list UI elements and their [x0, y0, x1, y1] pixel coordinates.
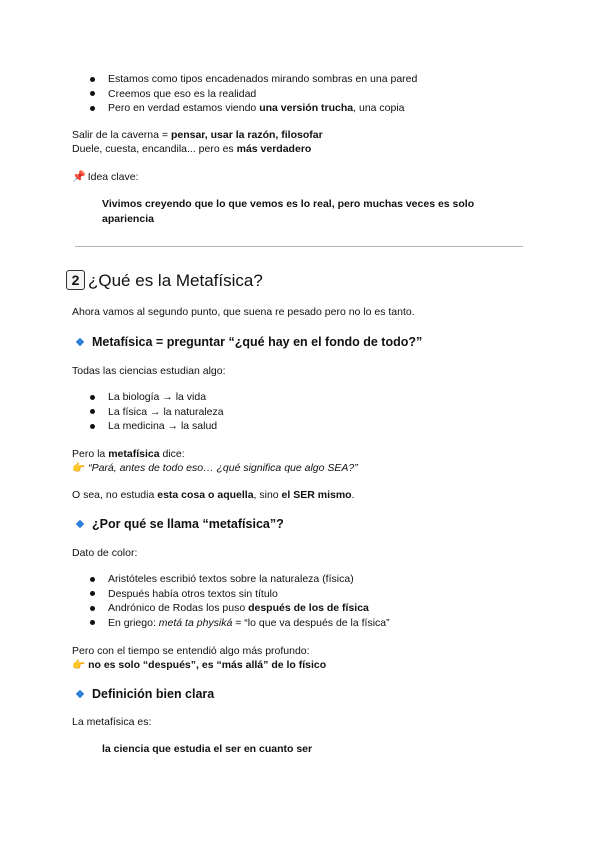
definicion-lead: La metafísica es: — [72, 716, 152, 728]
list-item: La física → la naturaleza — [90, 405, 224, 420]
idea-clave-quote: Vivimos creyendo que lo que vemos es lo real, pero muchas veces es solo apariencia — [102, 198, 475, 225]
keycap-number-icon: 2 — [66, 270, 85, 290]
ciencias-bullet-list — [90, 390, 224, 434]
cave-paragraph: Salir de la caverna = pensar, usar la razón, filosofar Duele, cuesta, encandila... pero es más verdadero — [72, 129, 323, 155]
section-intro: Ahora vamos al segundo punto, que suena re pesado pero no lo es tanto. — [72, 306, 415, 318]
list-item: Creemos que eso es la realidad — [90, 87, 417, 102]
pointing-hand-icon: 👉 — [72, 462, 86, 474]
metafisica-dice-paragraph: Pero la metafísica dice: 👉 “Pará, antes de todo eso… ¿qué significa que algo SEA?” — [72, 448, 358, 474]
blue-diamond-icon — [76, 520, 84, 528]
horizontal-divider — [75, 246, 523, 247]
idea-clave-label: 📌 Idea clave: — [72, 171, 139, 183]
historia-bullet-list — [90, 572, 390, 630]
list-item: Pero en verdad estamos viendo una versión trucha, una copia — [90, 101, 417, 116]
dato-de-color-lead: Dato de color: — [72, 547, 138, 559]
list-item: Aristóteles escribió textos sobre la naturaleza (física) — [90, 572, 390, 587]
section-heading — [66, 270, 263, 292]
blue-diamond-icon — [76, 338, 84, 346]
ciencias-lead: Todas las ciencias estudian algo: — [72, 365, 226, 377]
list-item: Andrónico de Rodas los puso después de los de física — [90, 601, 390, 616]
blue-diamond-icon — [76, 690, 84, 698]
o-sea-paragraph: O sea, no estudia esta cosa o aquella, sino el SER mismo. — [72, 489, 355, 501]
pointing-hand-icon: 👉 — [72, 659, 86, 671]
list-item: Estamos como tipos encadenados mirando sombras en una pared — [90, 72, 417, 87]
subheading-por-que: ¿Por qué se llama “metafísica”? — [74, 516, 284, 532]
section-title: ¿Qué es la Metafísica? — [88, 271, 263, 290]
subheading-metafisica: Metafísica = preguntar “¿qué hay en el fondo de todo?” — [74, 334, 422, 350]
list-item: La medicina → la salud — [90, 419, 224, 434]
subheading-definicion: Definición bien clara — [74, 686, 214, 702]
caverna-bullet-list — [90, 72, 417, 116]
list-item: En griego: metá ta physiká = “lo que va después de la física” — [90, 616, 390, 631]
pushpin-icon: 📌 — [72, 171, 86, 183]
mas-alla-paragraph: Pero con el tiempo se entendió algo más profundo: 👉 no es solo “después”, es “más allá” de lo físico — [72, 645, 327, 671]
definicion-quote: la ciencia que estudia el ser en cuanto ser — [102, 743, 313, 755]
list-item: Después había otros textos sin título — [90, 587, 390, 602]
list-item: La biología → la vida — [90, 390, 224, 405]
